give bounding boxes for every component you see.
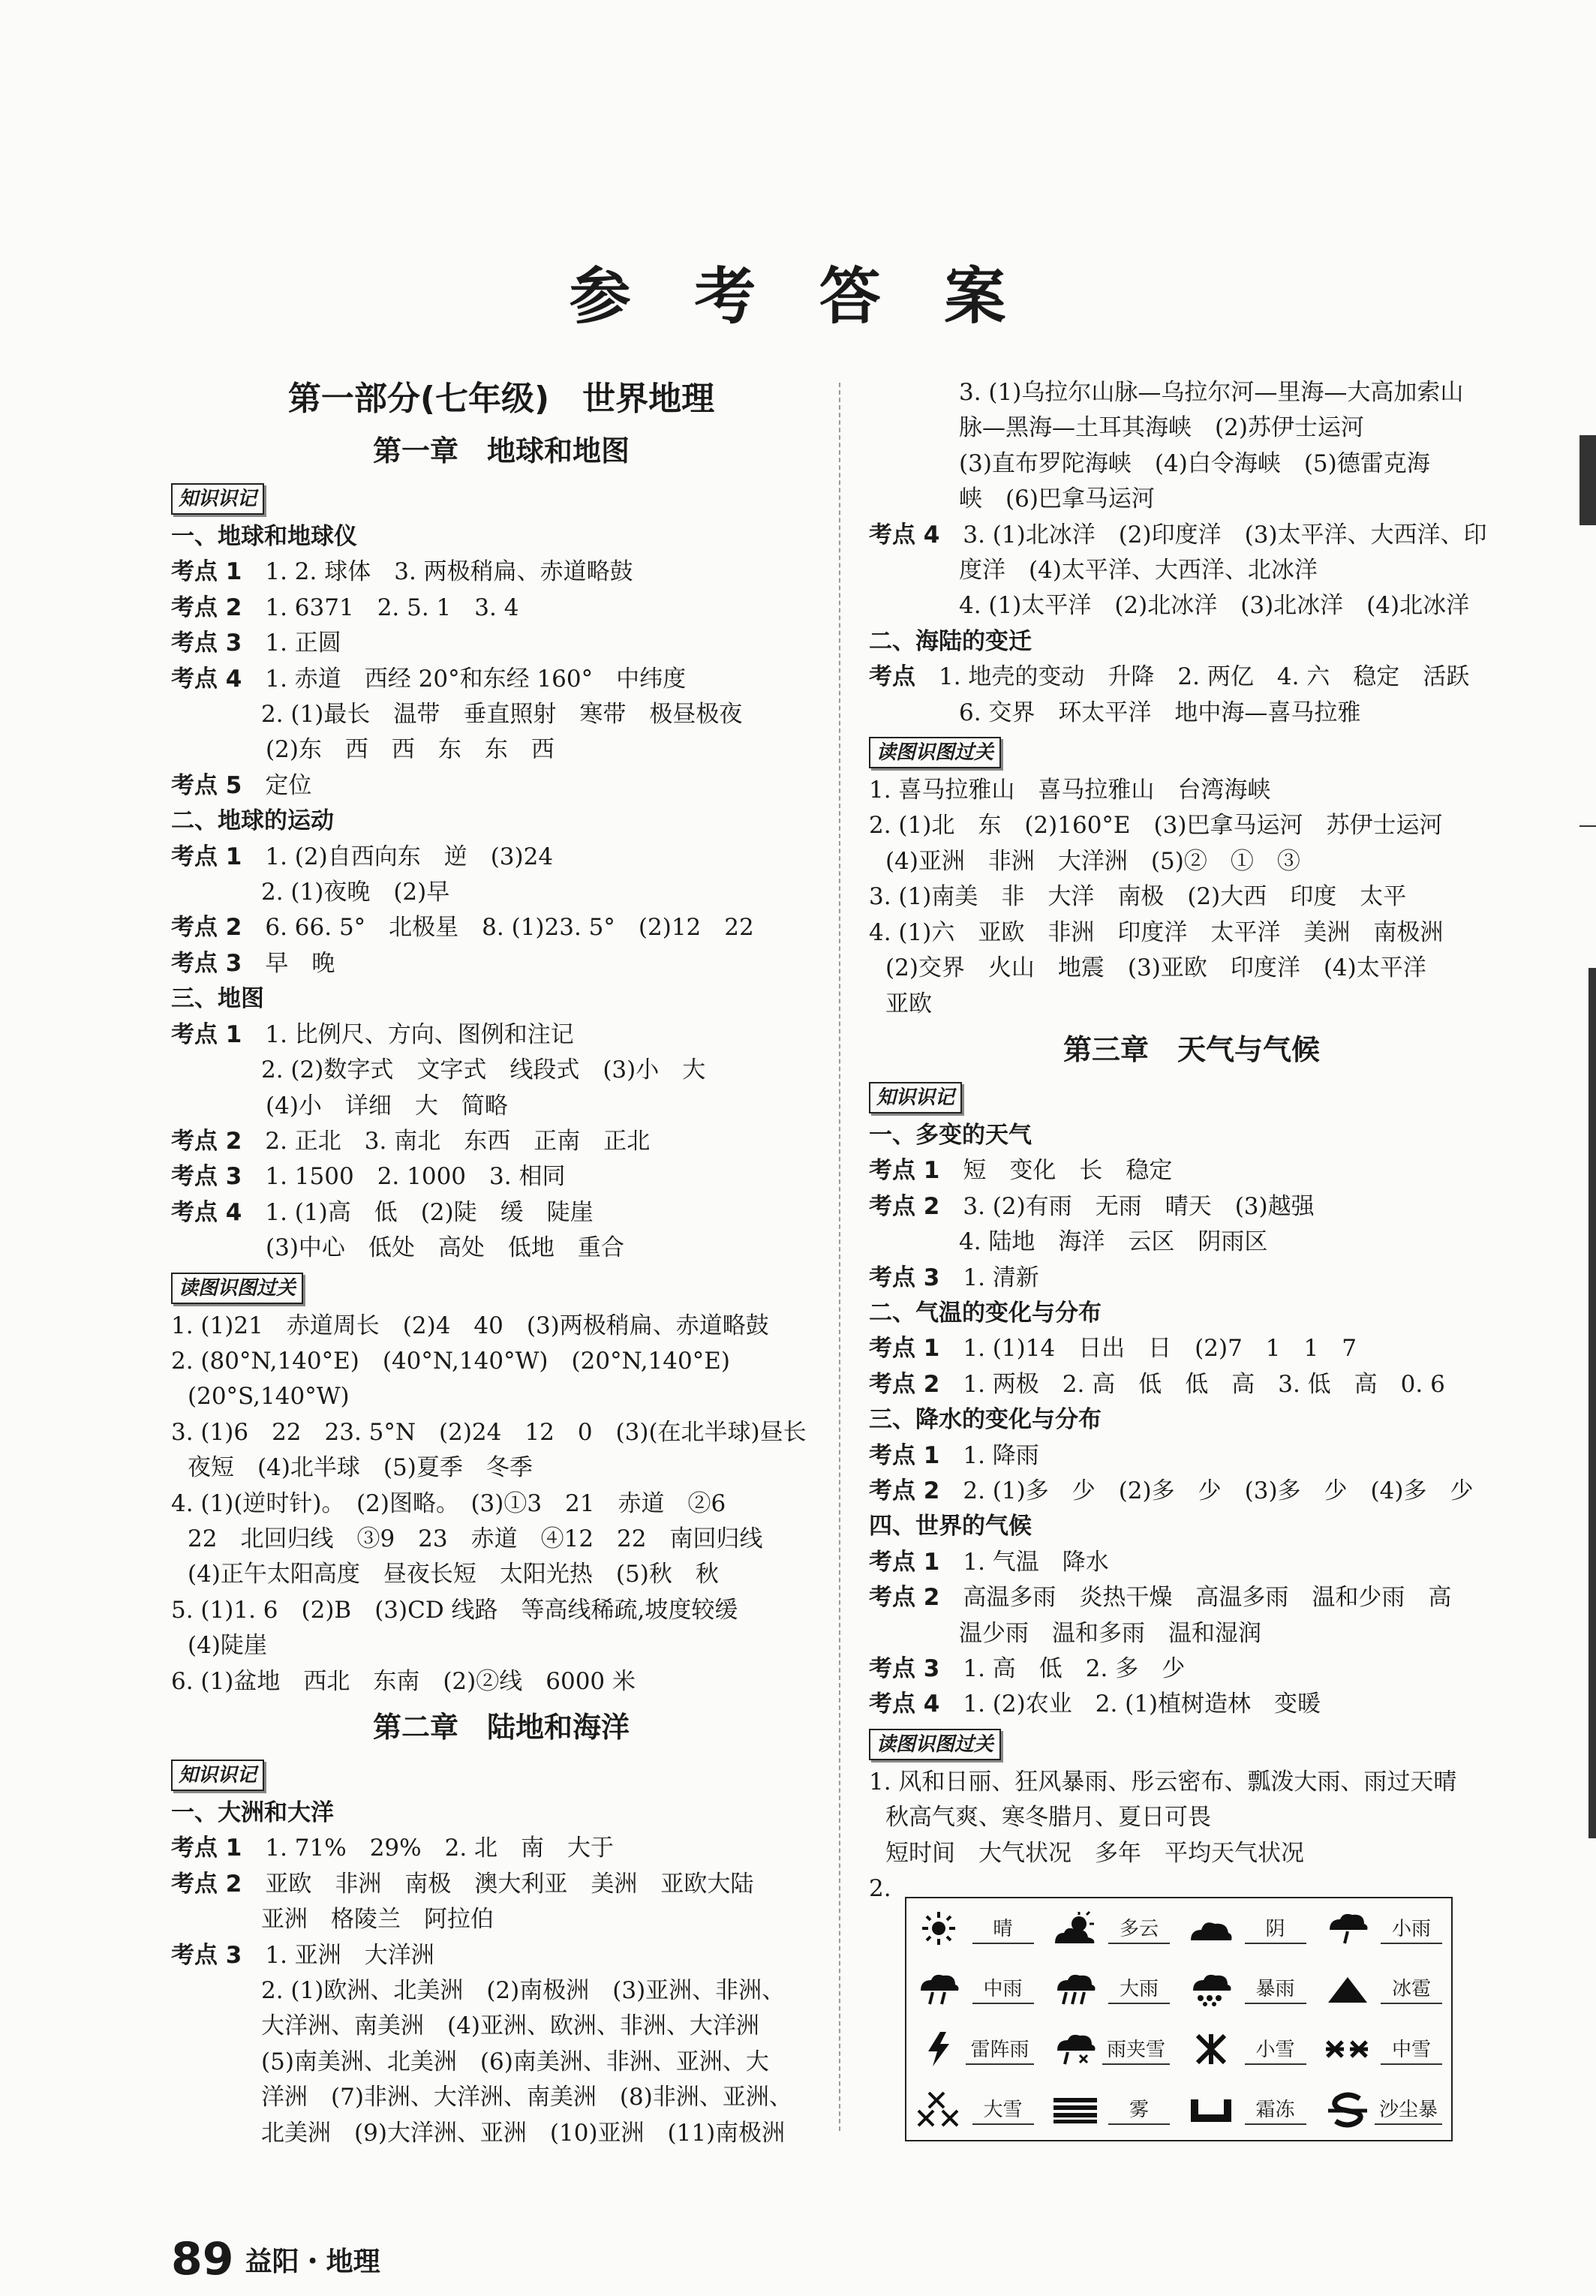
legend-label: 小雨 — [1381, 1913, 1442, 1944]
answer-line: (4)陡崖 — [188, 1632, 267, 1660]
rainstorm-icon — [1188, 1970, 1234, 2008]
left-column — [171, 375, 831, 2151]
legend-label: 霜冻 — [1245, 2094, 1306, 2125]
page-number: 89 — [171, 2233, 234, 2285]
legend-label: 冰雹 — [1381, 1973, 1442, 2004]
answer-line: 考点 1 1. (1)14 日出 日 (2)7 1 1 7 — [869, 1335, 1357, 1363]
section-box-dutu: 读图识图过关 — [869, 1729, 1001, 1760]
legend-label: 小雪 — [1245, 2034, 1306, 2065]
section-heading: 一、多变的天气 — [869, 1121, 1032, 1149]
heavy-snow-icon — [915, 2091, 962, 2129]
answer-line: 1. (1)21 赤道周长 (2)4 40 (3)两极稍扁、赤道略鼓 — [171, 1312, 769, 1339]
frost-icon — [1188, 2091, 1234, 2129]
chapter-title-2: 第二章 陆地和海洋 — [372, 1711, 630, 1744]
answer-line: 2. — [869, 1875, 891, 1903]
section-heading: 二、海陆的变迁 — [869, 627, 1032, 655]
right-column — [869, 375, 1514, 1907]
partly-cloudy-icon — [1052, 1910, 1099, 1947]
legend-label: 暴雨 — [1245, 1973, 1306, 2004]
section-box-dutu: 读图识图过关 — [869, 737, 1001, 768]
answer-line: 秋高气爽、寒冬腊月、夏日可畏 — [885, 1804, 1211, 1832]
legend-cell — [906, 2019, 1043, 2080]
legend-label: 中雪 — [1381, 2034, 1442, 2065]
legend-label: 大雪 — [972, 2094, 1034, 2125]
answer-line: 考点 3 1. 清新 — [869, 1264, 1039, 1291]
section-heading: 四、世界的气候 — [869, 1513, 1032, 1540]
hail-icon — [1324, 1970, 1371, 2008]
answer-line: 峡 (6)巴拿马运河 — [959, 485, 1155, 513]
answer-line: 亚洲 格陵兰 阿拉伯 — [261, 1906, 494, 1934]
answer-line: 考点 2 3. (2)有雨 无雨 晴天 (3)越强 — [869, 1192, 1315, 1220]
answer-line: 4. (1)(逆时针)。 (2)图略。 (3)①3 21 赤道 ②6 — [171, 1489, 726, 1517]
legend-label: 大雨 — [1108, 1973, 1170, 2004]
answer-line: 考点 4 1. (1)高 低 (2)陡 缓 陡崖 — [171, 1198, 594, 1226]
column-divider — [839, 383, 840, 2131]
answer-line: 考点 3 1. 1500 2. 1000 3. 相同 — [171, 1163, 566, 1191]
answer-line: 2. (1)北 东 (2)160°E (3)巴拿马运河 苏伊士运河 — [869, 812, 1443, 840]
answer-line: 度洋 (4)太平洋、大西洋、北冰洋 — [959, 557, 1318, 585]
answer-line: (4)正午太阳高度 昼夜长短 太阳光热 (5)秋 秋 — [188, 1561, 719, 1588]
section-box-zhishi: 知识识记 — [171, 483, 264, 515]
fog-icon — [1052, 2091, 1099, 2129]
legend-cell — [1179, 2080, 1315, 2141]
section-box-zhishi: 知识识记 — [171, 1760, 264, 1791]
answer-line: 考点 1 1. 71% 29% 2. 北 南 大于 — [171, 1835, 615, 1862]
answer-line: 考点 1 1. 比例尺、方向、图例和注记 — [171, 1020, 574, 1048]
answer-line: 3. (1)乌拉尔山脉—乌拉尔河—里海—大高加索山 — [959, 379, 1464, 406]
answer-line: 考点 3 早 晚 — [171, 949, 335, 977]
section-heading: 一、大洲和大洋 — [171, 1799, 334, 1826]
answer-line: 大洋洲、南美洲 (4)亚洲、欧洲、非洲、大洋洲 — [261, 2012, 759, 2040]
section-heading: 三、降水的变化与分布 — [869, 1406, 1102, 1434]
answer-line: 亚欧 — [885, 990, 932, 1017]
legend-cell — [1315, 2019, 1452, 2080]
answer-line: 2. (1)夜晚 (2)早 — [261, 879, 450, 906]
legend-cell — [1315, 2080, 1452, 2141]
legend-cell — [1043, 2080, 1180, 2141]
footer-label: 益阳・地理 — [245, 2246, 380, 2277]
legend-cell — [1179, 1898, 1315, 1959]
answer-line: 考点 5 定位 — [171, 771, 312, 799]
legend-label: 中雨 — [972, 1973, 1034, 2004]
answer-line: 6. (1)盆地 西北 东南 (2)②线 6000 米 — [171, 1667, 636, 1695]
answer-line: 考点 4 1. 赤道 西经 20°和东经 160° 中纬度 — [171, 665, 687, 693]
answer-line: 2. (1)欧洲、北美洲 (2)南极洲 (3)亚洲、非洲、 — [261, 1977, 786, 2005]
answer-line: 脉—黑海—土耳其海峡 (2)苏伊士运河 — [959, 414, 1364, 442]
chapter-title-3: 第三章 天气与气候 — [1062, 1032, 1320, 1066]
answer-line: 考点 1 1. 降雨 — [869, 1441, 1039, 1469]
sandstorm-icon — [1324, 2091, 1371, 2129]
sleet-icon — [1052, 2030, 1099, 2068]
answer-line: 考点 3 1. 亚洲 大洋洲 — [171, 1941, 434, 1969]
answer-line: 6. 交界 环太平洋 地中海—喜马拉雅 — [959, 699, 1361, 726]
answer-line: 北美洲 (9)大洋洲、亚洲 (10)亚洲 (11)南极洲 — [261, 2119, 786, 2147]
answer-line: 短时间 大气状况 多年 平均天气状况 — [885, 1839, 1304, 1867]
answer-line: 考点 2 1. 6371 2. 5. 1 3. 4 — [171, 594, 519, 621]
answer-line: 考点 1 1. 气温 降水 — [869, 1548, 1109, 1576]
answer-line: 考点 1 1. 2. 球体 3. 两极稍扁、赤道略鼓 — [171, 558, 633, 586]
legend-label: 雨夹雪 — [1102, 2034, 1170, 2065]
answer-line: 考点 2 2. 正北 3. 南北 东西 正南 正北 — [171, 1127, 651, 1155]
answer-line: 考点 2 1. 两极 2. 高 低 低 高 3. 低 高 0. 6 — [869, 1370, 1445, 1398]
legend-cell — [906, 1959, 1043, 2020]
answer-line: (3)中心 低处 高处 低地 重合 — [266, 1234, 624, 1262]
answer-line: (2)交界 火山 地震 (3)亚欧 印度洋 (4)太平洋 — [885, 954, 1426, 982]
scan-edge-mark — [1579, 825, 1596, 827]
moderate-rain-icon — [915, 1970, 962, 2008]
legend-label: 雾 — [1108, 2094, 1170, 2125]
answer-line: 考点 4 3. (1)北冰洋 (2)印度洋 (3)太平洋、大西洋、印 — [869, 521, 1487, 548]
answer-line: 夜短 (4)北半球 (5)夏季 冬季 — [188, 1454, 533, 1482]
answer-line: 考点 3 1. 高 低 2. 多 少 — [869, 1655, 1186, 1682]
answer-line: 1. 喜马拉雅山 喜马拉雅山 台湾海峡 — [869, 777, 1271, 804]
moderate-snow-icon — [1324, 2030, 1371, 2068]
answer-line: 2. (2)数字式 文字式 线段式 (3)小 大 — [261, 1056, 706, 1084]
answer-line: 考点 1 短 变化 长 稳定 — [869, 1157, 1173, 1185]
answer-line: (20°S,140°W) — [188, 1383, 350, 1411]
answer-line: (5)南美洲、北美洲 (6)南美洲、非洲、亚洲、大 — [261, 2048, 769, 2075]
page-title: 参 考 答 案 — [569, 261, 1027, 332]
answer-line: 考点 3 1. 正圆 — [171, 630, 341, 657]
overcast-icon — [1188, 1910, 1234, 1947]
answer-line: (2)东 西 西 东 东 西 — [266, 736, 555, 764]
answer-line: 考点 2 2. (1)多 少 (2)多 少 (3)多 少 (4)多 少 — [869, 1477, 1474, 1504]
legend-label: 雷阵雨 — [966, 2034, 1033, 2065]
answer-line: 4. (1)太平洋 (2)北冰洋 (3)北冰洋 (4)北冰洋 — [959, 592, 1470, 620]
answer-line: (3)直布罗陀海峡 (4)白令海峡 (5)德雷克海 — [959, 449, 1430, 477]
section-box-dutu: 读图识图过关 — [171, 1273, 303, 1304]
legend-cell — [1043, 1898, 1180, 1959]
chapter-title-1: 第一章 地球和地图 — [372, 434, 630, 467]
heavy-rain-icon — [1052, 1970, 1099, 2008]
legend-cell — [1315, 1959, 1452, 2020]
legend-cell — [906, 2080, 1043, 2141]
section-heading: 二、地球的运动 — [171, 807, 334, 835]
scan-edge-mark — [1588, 968, 1596, 1838]
answer-line: (4)小 详细 大 简略 — [266, 1092, 508, 1119]
answer-line: 2. (80°N,140°E) (40°N,140°W) (20°N,140°E) — [171, 1347, 730, 1375]
legend-label: 阴 — [1245, 1913, 1306, 1944]
sun-icon — [915, 1910, 962, 1947]
light-rain-icon — [1324, 1910, 1371, 1947]
answer-line: 2. (1)最长 温带 垂直照射 寒带 极昼极夜 — [261, 701, 743, 729]
answer-line: 1. 风和日丽、狂风暴雨、彤云密布、瓢泼大雨、雨过天晴 — [869, 1768, 1457, 1796]
legend-label: 多云 — [1108, 1913, 1170, 1944]
answer-line: (4)亚洲 非洲 大洋洲 (5)② ① ③ — [885, 847, 1300, 875]
section-heading: 三、地图 — [171, 985, 264, 1013]
legend-cell — [1043, 2019, 1180, 2080]
answer-line: 考点 2 高温多雨 炎热干燥 高温多雨 温和少雨 高 — [869, 1584, 1452, 1612]
legend-label: 沙尘暴 — [1375, 2094, 1442, 2125]
answer-line: 4. 陆地 海洋 云区 阴雨区 — [959, 1228, 1268, 1256]
answer-line: 3. (1)6 22 23. 5°N (2)24 12 0 (3)(在北半球)昼长 — [171, 1418, 807, 1446]
legend-cell — [906, 1898, 1043, 1959]
answer-line: 考点 4 1. (2)农业 2. (1)植树造林 变暖 — [869, 1690, 1321, 1718]
light-snow-icon — [1188, 2030, 1234, 2068]
answer-line: 4. (1)六 亚欧 非洲 印度洋 太平洋 美洲 南极洲 — [869, 918, 1444, 946]
answer-line: 5. (1)1. 6 (2)B (3)CD 线路 等高线稀疏,坡度较缓 — [171, 1596, 738, 1624]
scan-edge-mark — [1579, 435, 1596, 525]
legend-cell — [1179, 1959, 1315, 2020]
legend-cell — [1315, 1898, 1452, 1959]
section-heading: 二、气温的变化与分布 — [869, 1299, 1102, 1327]
legend-cell — [1179, 2019, 1315, 2080]
answer-line: 温少雨 温和多雨 温和湿润 — [959, 1619, 1261, 1647]
answer-line: 考点 2 亚欧 非洲 南极 澳大利亚 美洲 亚欧大陆 — [171, 1870, 754, 1898]
answer-line: 22 北回归线 ③9 23 赤道 ④12 22 南回归线 — [188, 1525, 763, 1552]
answer-line: 考点 1 1. (2)自西向东 逆 (3)24 — [171, 843, 554, 870]
section-box-zhishi: 知识识记 — [869, 1082, 962, 1113]
legend-label: 晴 — [972, 1913, 1034, 1944]
answer-line: 3. (1)南美 非 大洋 南极 (2)大西 印度 太平 — [869, 883, 1407, 911]
part-title: 第一部分(七年级) 世界地理 — [287, 380, 715, 418]
answer-line: 洋洲 (7)非洲、大洋洲、南美洲 (8)非洲、亚洲、 — [261, 2084, 792, 2111]
legend-cell — [1043, 1959, 1180, 2020]
section-heading: 一、地球和地球仪 — [171, 523, 357, 550]
answer-line: 考点 2 6. 66. 5° 北极星 8. (1)23. 5° (2)12 22 — [171, 914, 754, 942]
weather-symbol-legend — [905, 1897, 1453, 2141]
page-footer — [171, 2233, 380, 2285]
answer-line: 考点 1. 地壳的变动 升降 2. 两亿 4. 六 稳定 活跃 — [869, 663, 1470, 691]
thunderstorm-icon — [915, 2030, 962, 2068]
